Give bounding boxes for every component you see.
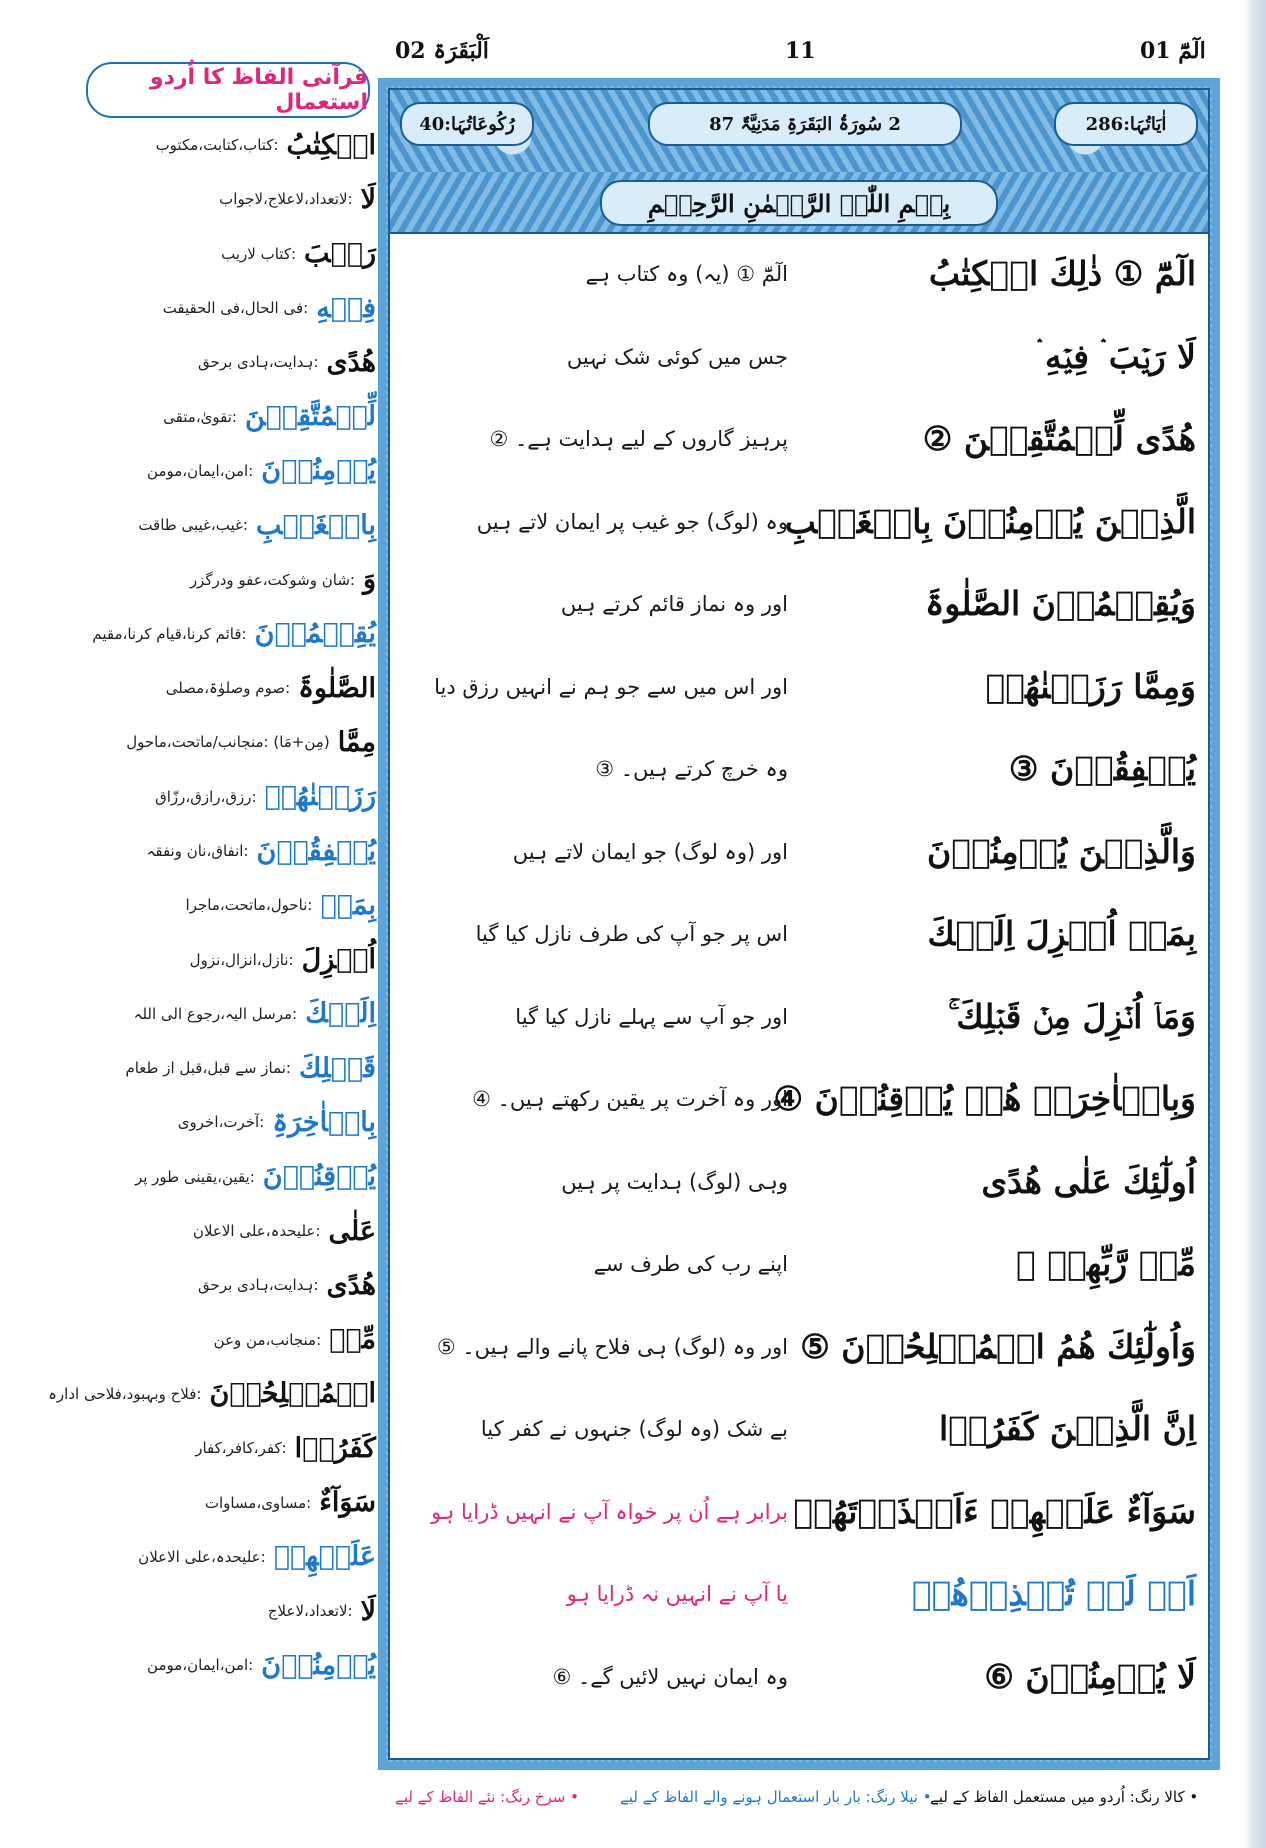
- urdu-translation: اور جو آپ سے پہلے نازل کیا گیا: [515, 1004, 788, 1029]
- bismillah-band: [390, 172, 1208, 234]
- urdu-translation: الٓمّٓ ① (یہ) وہ کتاب ہے: [585, 262, 788, 286]
- arabic-text: سَوَآءٌ عَلَیۡهِمۡ ءَاَنۡذَرۡتَهُمۡ: [793, 1491, 1196, 1531]
- vocab-word: عَلَیۡهِمۡ: [273, 1541, 376, 1573]
- header-surah-name: اَلْبَقَرَۃ 02: [395, 38, 489, 64]
- vocab-meaning: :کتاب،کتابت،مکتوب: [155, 136, 279, 155]
- page-edge: [1244, 0, 1266, 1848]
- verse-row: [390, 1560, 1208, 1643]
- verse-row: [390, 570, 1208, 653]
- urdu-translation: وہ خرچ کرتے ہیں۔ ③: [595, 757, 788, 781]
- legend-pink: • سرخ رنگ: نئے الفاظ کے لیے: [395, 1788, 579, 1806]
- vocab-row: [86, 1095, 376, 1149]
- surah-banner: [390, 90, 1208, 184]
- arabic-text: مِّنۡ رَّبِّهِمۡ ۚ: [1015, 1244, 1196, 1283]
- header-para-name: الٓمّٓ 01: [1140, 38, 1206, 64]
- arabic-text: لَا رَیۡبَ ۛ فِیۡهِ ۛ: [1036, 336, 1196, 376]
- arabic-text: وَمَاۤ اُنۡزِلَ مِنۡ قَبۡلِكَ ۚ: [948, 996, 1196, 1036]
- legend-black: • کالا رنگ: اُردو میں مستعمل الفاظ کے لیے: [930, 1788, 1199, 1806]
- vocab-meaning: :ناحول،ماتحت،ماجرا: [185, 896, 313, 915]
- vocab-row: [86, 118, 376, 172]
- vocab-word: رَیۡبَ: [304, 238, 376, 270]
- verse-row: [390, 1478, 1208, 1561]
- vocab-word: اِلَیۡكَ: [305, 998, 376, 1030]
- urdu-translation: بے شک (وہ لوگ) جنہوں نے کفر کیا: [480, 1417, 788, 1441]
- surah-title: 2 سُورَۃُ البَقَرَۃِ مَدَنِیَّۃٌ 87: [648, 102, 962, 146]
- vocab-row: [86, 770, 376, 824]
- vocab-meaning: :فی الحال،فی الحقیقت: [162, 299, 309, 318]
- urdu-translation: یا آپ نے انہیں نہ ڈرایا ہو: [566, 1582, 788, 1606]
- urdu-translation: پرہیز گاروں کے لیے ہدایت ہے۔ ②: [489, 427, 788, 451]
- verse-row: [390, 818, 1208, 901]
- vocab-meaning: :مساوی،مساوات: [204, 1493, 312, 1512]
- urdu-translation: اور (وہ لوگ) جو ایمان لاتے ہیں: [512, 839, 788, 864]
- arabic-text: اِنَّ الَّذِیۡنَ کَفَرُوۡا: [938, 1409, 1196, 1448]
- vocab-row: [86, 389, 376, 443]
- vocab-word: الۡمُفۡلِحُوۡنَ: [209, 1378, 376, 1410]
- vocab-word: بِالۡاٰخِرَۃِ: [272, 1106, 376, 1138]
- urdu-translation: اور وہ آخرت پر یقین رکھتے ہیں۔ ④: [472, 1087, 788, 1111]
- vocab-meaning: :صوم وصلوٰۃ،مصلی: [165, 679, 291, 698]
- vocab-meaning: :کتاب لاریب: [221, 244, 297, 263]
- vocab-meaning: (مِن+مَا) :منجانب/ماتحت،ماحول: [126, 733, 330, 752]
- vocab-word: کَفَرُوۡا: [294, 1432, 376, 1464]
- vocab-word: اُنۡزِلَ: [301, 944, 376, 976]
- urdu-translation: وہ (لوگ) جو غیب پر ایمان لاتے ہیں: [476, 509, 788, 534]
- vocab-word: سَوَآءٌ: [319, 1487, 376, 1519]
- urdu-translation: وہی (لوگ) ہدایت پر ہیں: [561, 1169, 788, 1194]
- vocab-word: یُوۡقِنُوۡنَ: [262, 1161, 376, 1193]
- page-number: 11: [785, 38, 816, 64]
- vocab-row: [86, 1530, 376, 1584]
- verse-row: [390, 1643, 1208, 1726]
- vocab-word: بِمَاۤ: [320, 889, 376, 921]
- verse-frame-inner: [388, 88, 1210, 1760]
- vocab-row: [86, 335, 376, 389]
- verse-row: [390, 1395, 1208, 1478]
- urdu-translation: برابر ہے اُن پر خواہ آپ نے انہیں ڈرایا ہو: [431, 1499, 788, 1524]
- arabic-text: وَبِالۡاٰخِرَۃِ هُمۡ یُوۡقِنُوۡنَ ④: [773, 1079, 1196, 1118]
- vocab-word: مِمَّا: [337, 726, 376, 758]
- vocab-row: [86, 552, 376, 606]
- vocab-meaning: :امن،ایمان،مومن: [147, 461, 254, 480]
- vocab-row: [86, 1638, 376, 1692]
- urdu-translation: اور وہ نماز قائم کرتے ہیں: [560, 592, 788, 616]
- vocab-meaning: :یقین،یقینی طور پر: [134, 1167, 255, 1186]
- arabic-text: اَمۡ لَمۡ تُنۡذِرۡهُمۡ: [911, 1574, 1196, 1613]
- vocab-meaning: :قائم کرنا،قیام کرنا،مقیم: [92, 624, 247, 643]
- vocab-word: هُدًی: [326, 1269, 376, 1301]
- vocab-row: [86, 661, 376, 715]
- vocab-row: [86, 1204, 376, 1258]
- vocab-word: عَلٰی: [328, 1215, 376, 1247]
- vocab-word: مِّنۡ: [329, 1324, 376, 1356]
- vocab-row: [86, 607, 376, 661]
- vocab-meaning: :غیب،غیبی طاقت: [138, 516, 248, 535]
- vocab-word: الۡکِتٰبُ: [286, 129, 376, 161]
- vocab-row: [86, 1421, 376, 1475]
- verse-row: [390, 1230, 1208, 1313]
- vocab-row: [86, 1475, 376, 1529]
- vocab-meaning: :ہدایت،ہادی برحق: [198, 353, 319, 372]
- vocab-list: [48, 118, 376, 1693]
- urdu-translation: اور اس میں سے جو ہم نے انہیں رزق دیا: [434, 674, 788, 699]
- verse-row: [390, 1313, 1208, 1396]
- verse-frame: [378, 78, 1220, 1770]
- verse-list: [390, 240, 1208, 1725]
- vocab-word: یُنۡفِقُوۡنَ: [256, 835, 376, 867]
- verse-row: [390, 900, 1208, 983]
- vocab-word: یُؤۡمِنُوۡنَ: [261, 455, 376, 487]
- vocab-word: لَا: [360, 183, 376, 215]
- vocab-meaning: :کفر،کافر،کفار: [195, 1439, 287, 1458]
- vocab-meaning: :علیحدہ،علی الاعلان: [192, 1222, 321, 1241]
- vocab-meaning: :علیحدہ،علی الاعلان: [138, 1547, 266, 1566]
- legend-blue: • نیلا رنگ: بار بار استعمال ہونے والے الفاظ کے لیے: [620, 1788, 932, 1806]
- verse-row: [390, 653, 1208, 736]
- vocab-row: [86, 932, 376, 986]
- urdu-translation: اس پر جو آپ کی طرف نازل کیا گیا: [475, 922, 788, 946]
- ayah-count: اٰیَاتُہَا:286: [1054, 102, 1198, 146]
- ruku-count: رُکُوعَاتُہَا:40: [400, 102, 534, 146]
- vocab-row: [48, 1367, 376, 1421]
- verse-row: [390, 1065, 1208, 1148]
- vocab-row: [86, 1150, 376, 1204]
- vocab-word: هُدًی: [326, 346, 376, 378]
- urdu-translation: اور وہ (لوگ) ہی فلاح پانے والے ہیں۔ ⑤: [436, 1334, 788, 1359]
- vocab-row: [86, 1313, 376, 1367]
- arabic-text: وَمِمَّا رَزَقۡنٰهُمۡ: [985, 666, 1196, 706]
- vocab-meaning: :نماز سے قبل،قبل از طعام: [125, 1059, 291, 1078]
- vocab-word: رَزَقۡنٰهُمۡ: [264, 781, 376, 813]
- vocab-row: [86, 281, 376, 335]
- vocab-row: [86, 1258, 376, 1312]
- vocab-meaning: :لاتعداد،لاعلاج: [267, 1602, 353, 1621]
- vocab-word: یُؤۡمِنُوۡنَ: [261, 1649, 376, 1681]
- vocab-word: فِیۡهِ: [316, 292, 376, 324]
- arabic-text: لَا یُؤۡمِنُوۡنَ ⑥: [984, 1656, 1196, 1696]
- arabic-text: هُدًی لِّلۡمُتَّقِیۡنَ ②: [922, 419, 1196, 458]
- vocab-meaning: :آخرت،اخروی: [177, 1113, 265, 1132]
- vocab-meaning: :مرسل الیہ،رجوع الی اللہ: [133, 1004, 298, 1023]
- vocab-meaning: :منجانب،من وعن: [213, 1330, 322, 1349]
- urdu-translation: جس میں کوئی شک نہیں: [566, 344, 788, 369]
- vocab-row: [86, 498, 376, 552]
- arabic-text: الَّذِیۡنَ یُؤۡمِنُوۡنَ بِالۡغَیۡبِ: [784, 501, 1196, 541]
- vocab-row: [86, 878, 376, 932]
- vocab-meaning: :نازل،انزال،نزول: [189, 950, 294, 969]
- vocab-word: وَ: [362, 564, 376, 596]
- verse-row: [390, 240, 1208, 323]
- vocab-meaning: :شان وشوکت،عفو ودرگزر: [189, 570, 355, 589]
- vocab-word: لَا: [360, 1595, 376, 1627]
- verse-row: [390, 405, 1208, 488]
- vocab-row: [86, 715, 376, 769]
- verse-row: [390, 735, 1208, 818]
- vocab-title: قرآنی الفاظ کا اُردو استعمال: [86, 62, 370, 118]
- arabic-text: یُنۡفِقُوۡنَ ③: [1008, 749, 1196, 788]
- vocab-meaning: :رزق،رازق،رزّاق: [155, 787, 257, 806]
- vocab-row: [86, 987, 376, 1041]
- vocab-row: [86, 172, 376, 226]
- verse-row: [390, 1148, 1208, 1231]
- vocab-row: [86, 227, 376, 281]
- vocab-word: بِالۡغَیۡبِ: [255, 509, 376, 541]
- vocab-meaning: :امن،ایمان،مومن: [147, 1656, 254, 1675]
- vocab-row: [86, 1584, 376, 1638]
- vocab-word: یُقِیۡمُوۡنَ: [254, 618, 376, 650]
- vocab-meaning: :فلاح وبہبود،فلاحی ادارہ: [48, 1384, 202, 1403]
- arabic-text: وَیُقِیۡمُوۡنَ الصَّلٰوۃَ: [925, 584, 1196, 623]
- vocab-word: الصَّلٰوۃَ: [298, 672, 376, 704]
- vocab-meaning: :ہدایت،ہادی برحق: [198, 1276, 319, 1295]
- vocab-meaning: :لاتعداد،لاعلاج،لاجواب: [219, 190, 353, 209]
- verse-row: [390, 488, 1208, 571]
- vocab-word: لِّلۡمُتَّقِیۡنَ: [244, 401, 376, 433]
- vocab-row: [86, 444, 376, 498]
- vocab-word: قَبۡلِكَ: [298, 1052, 376, 1084]
- vocab-meaning: :تقویٰ،متقی: [163, 407, 237, 426]
- urdu-translation: وہ ایمان نہیں لائیں گے۔ ⑥: [552, 1664, 788, 1689]
- verse-row: [390, 323, 1208, 406]
- arabic-text: الٓمّٓ ① ذٰلِكَ الۡكِتٰبُ: [928, 254, 1196, 293]
- bismillah: بِسۡمِ اللّٰہِ الرَّحۡمٰنِ الرَّحِیۡمِ: [600, 180, 998, 226]
- arabic-text: بِمَاۤ اُنۡزِلَ اِلَیۡكَ: [927, 914, 1196, 953]
- vocab-meaning: :انفاق،نان ونفقہ: [146, 842, 249, 860]
- arabic-text: وَاُولٰٓئِكَ هُمُ الۡمُفۡلِحُوۡنَ ⑤: [800, 1326, 1196, 1366]
- urdu-translation: اپنے رب کی طرف سے: [593, 1252, 788, 1276]
- verse-row: [390, 983, 1208, 1066]
- vocab-row: [86, 1041, 376, 1095]
- vocab-row: [86, 824, 376, 878]
- arabic-text: اُولٰٓئِكَ عَلٰی هُدًی: [981, 1161, 1196, 1201]
- arabic-text: وَالَّذِیۡنَ یُؤۡمِنُوۡنَ: [927, 831, 1196, 871]
